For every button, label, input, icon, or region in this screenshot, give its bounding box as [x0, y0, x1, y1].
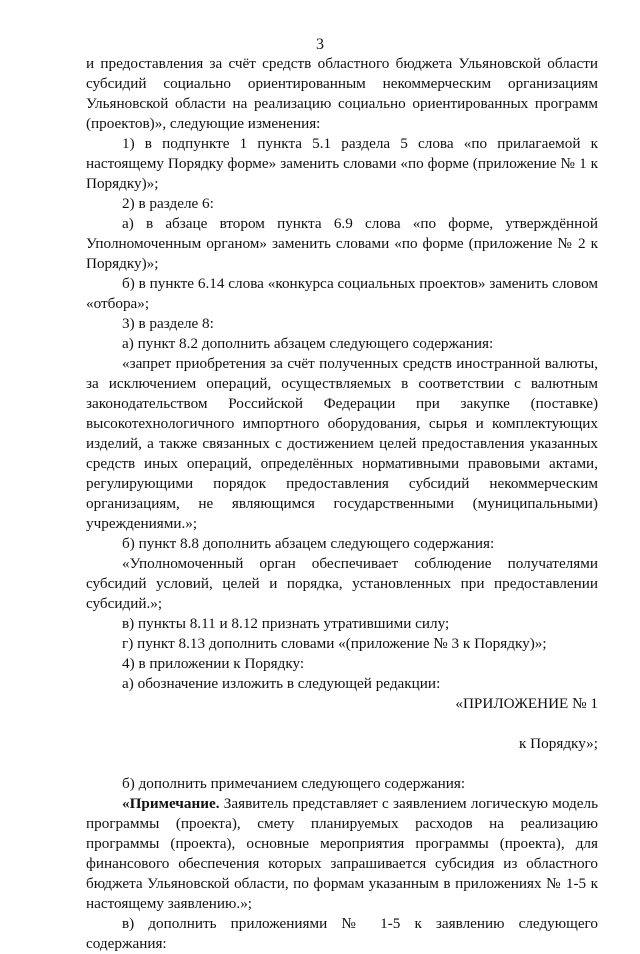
note-lead: «Примечание. [122, 795, 220, 812]
paragraph-item-3: 3) в разделе 8: [122, 315, 214, 332]
appendix-reference: к Порядку»; [519, 735, 598, 752]
paragraph-item-4a: а) обозначение изложить в следующей редакции: [122, 675, 441, 692]
paragraph-item-1: 1) в подпункте 1 пункта 5.1 раздела 5 слова «по прилагаемой к настоящему Порядку форме» заменить словами «по форме (приложение № 1 к Порядку)»; [86, 135, 598, 192]
document-body [86, 54, 598, 954]
paragraph-item-3a: а) пункт 8.2 дополнить абзацем следующего содержания: [122, 335, 494, 352]
paragraph-item-4: 4) в приложении к Порядку: [122, 655, 305, 672]
blank-line [86, 754, 598, 774]
paragraph-quote-2: «Уполномоченный орган обеспечивает соблюдение получателями субсидий условий, целей и порядка, установленных при предоставлении субсидий.»; [86, 555, 598, 612]
blank-line [86, 714, 598, 734]
paragraph-note [86, 794, 598, 914]
paragraph-item-2a: а) в абзаце втором пункта 6.9 слова «по форме, утверждённой Уполномоченным органом» заменить словами «по форме (приложение № 2 к Порядку)»; [86, 215, 598, 272]
paragraph-quote-1: «запрет приобретения за счёт полученных средств иностранной валюты, за исключением операций, осуществляемых в соответствии с валютным законодательством Российской Федерации при закупке (поставке) высокотехнологичного импортного оборудования, сырья и комплектующих изделий, а также связанных с достижением целей предоставления указанных средств иных операций, определённых нормативными правовыми актами, регулирующими порядок предоставления субсидий некоммерческим организациям, не являющимся государственными (муниципальными) учреждениями.»; [86, 355, 598, 532]
paragraph-item-2b: б) в пункте 6.14 слова «конкурса социальных проектов» заменить словом «отбора»; [86, 275, 598, 312]
appendix-label: «ПРИЛОЖЕНИЕ № 1 [455, 695, 598, 712]
paragraph-item-3v: в) пункты 8.11 и 8.12 признать утратившими силу; [122, 615, 450, 632]
note-body: Заявитель представляет с заявлением логическую модель программы (проекта), смету планируемых расходов на реализацию программы (проекта), основные мероприятия программы (проекта), для финансового обеспечения которых запрашивается субсидия из областного бюджета Ульяновской области, по формам указанным в приложениях № 1-5 к настоящему заявлению.»; [86, 795, 598, 912]
page-number: 3 [316, 36, 324, 53]
paragraph-item-3b: б) пункт 8.8 дополнить абзацем следующего содержания: [122, 535, 495, 552]
paragraph-item-3g: г) пункт 8.13 дополнить словами «(приложение № 3 к Порядку)»; [122, 635, 547, 652]
paragraph-item-2: 2) в разделе 6: [122, 195, 214, 212]
paragraph-item-4b: б) дополнить примечанием следующего содержания: [122, 775, 466, 792]
paragraph-intro: и предоставления за счёт средств областного бюджета Ульяновской области субсидий социально ориентированным некоммерческим организациям Ульяновской области на реализацию социально ориентированных программ (проектов)», следующие изменения: [86, 55, 598, 132]
paragraph-item-4v: в) дополнить приложениями № 1-5 к заявлению следующего содержания: [86, 915, 598, 952]
